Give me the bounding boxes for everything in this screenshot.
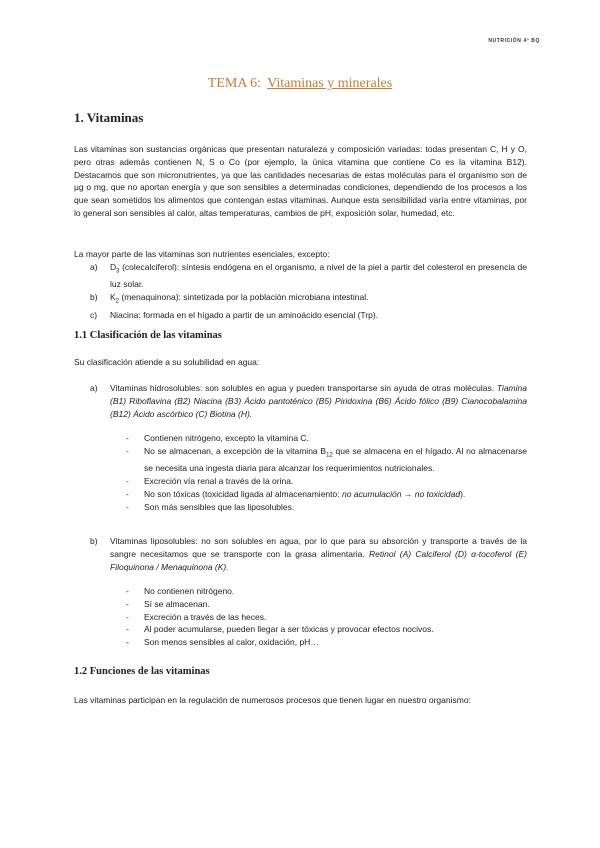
subsection-heading-clasificacion: 1.1 Clasificación de las vitaminas <box>74 330 222 341</box>
liposoluble-points <box>126 585 527 649</box>
running-header: NUTRICIÓN 4º BQ <box>488 38 540 44</box>
vitamin-names: Tiamina (B1) Riboflavina (B2) Niacina (B3) Ácido pantoténico (B5) Piridoxina (B6) Ácido fólico (B9) Cianocobalamina (B12) Ácido ascórbico (C) Biotina (H). <box>110 383 527 419</box>
bullet-item: - Excreción vía renal a través de la orina. <box>126 476 294 487</box>
list-item-text: Vitaminas liposolubles: no son solubles en agua, por lo que para su absorción y transporte a través de la sangre necesitamos que se transporte con la grasa alimentaria. Retinol (A) Calciferol (D) α-tocoferol (E) Filoquinona / Menaquinona (K). <box>110 536 527 572</box>
list-label: c) <box>90 309 98 320</box>
vitamin-names: Retinol (A) Calciferol (D) α-tocoferol (E) Filoquinona / Menaquinona (K). <box>110 548 527 572</box>
list-label: b) <box>90 292 98 303</box>
bullet-item: - Sí se almacenan. <box>126 598 210 609</box>
page-title <box>0 76 600 92</box>
functions-intro: Las vitaminas participan en la regulación de numerosos procesos que tienen lugar en nuestro organismo: <box>74 695 471 705</box>
list-item-text: Niacina: formada en el hígado a partir de un aminoácido esencial (Trp). <box>110 309 379 320</box>
bullet-item: - No se almacenan, a excepción de la vitamina $B_{12}$ que se almacena en el hígado. Al no almacenarse se necesita una ingesta diaria para alcanzar los requerimientos nutricionales. <box>126 445 528 474</box>
classification-intro: Su clasificación atiende a su solubilidad en agua: <box>74 357 260 367</box>
bullet-item: - Contienen nitrógeno, excepto la vitamina C. <box>126 433 309 443</box>
list-item-text: $D_3$ (colecalciferol): síntesis endógena en el organismo, a nivel de la piel a partir del colesterol en presencia de luz solar. <box>110 262 527 290</box>
bullet-item: - No contienen nitrógeno. <box>126 586 235 596</box>
list-item <box>90 261 527 291</box>
exceptions-list <box>90 261 527 322</box>
essentials-intro: La mayor parte de las vitaminas son nutrientes esenciales, excepto: <box>74 249 330 259</box>
list-label: a) <box>90 383 98 393</box>
hydrosoluble-points <box>126 432 527 513</box>
title-text: Vitaminas y minerales <box>267 76 393 91</box>
bullet-item: - No son tóxicas (toxicidad ligada al almacenamiento: no acumulación → no toxicidad). <box>126 488 466 499</box>
list-label: a) <box>90 262 98 272</box>
list-item-text: $K_2$ (menaquinona): sintetizada por la población microbiana intestinal. <box>110 292 369 305</box>
liposoluble-item <box>90 535 527 573</box>
list-item-text: Vitaminas hidrosolubles: son solubles en agua y pueden transportarse sin ayuda de otras moléculas. Tiamina (B1) Riboflavina (B2) Niacina (B3) Ácido pantoténico (B5) Piridoxina (B6) Ácido fólico (B9) Cianocobalamina (B12) Ácido ascórbico (C) Biotina (H). <box>110 383 527 419</box>
intro-paragraph: Las vitaminas son sustancias orgánicas que presentan naturaleza y composición variadas: todas presentan C, H y O, pero otras además contienen N, S o Co (por ejemplo, la única vitamina que contiene Co es la vitamina B12). Destacamos que son micronutrientes, ya que las cantidades necesarias de estas moléculas para el organismo son de µg o mg, que no aportan energía y que son sensibles a determinadas condiciones, dependiendo de los procesos a los que sean sometidos los alimentos que contengan estas vitaminas. Aunque esta sensibilidad varía entre vitaminas, por lo general son sensibles al calor, altas temperaturas, cambios de pH, exposición solar, humedad, etc. <box>74 144 527 218</box>
list-item <box>90 291 527 308</box>
section-heading-vitaminas: 1. Vitaminas <box>74 110 144 125</box>
bullet-item: - Excreción a través de las heces. <box>126 611 267 622</box>
list-item <box>90 309 527 322</box>
bullet-item: - Son más sensibles que las liposolubles. <box>126 501 295 512</box>
title-number: TEMA 6: <box>207 76 262 91</box>
subsection-heading-funciones: 1.2 Funciones de las vitaminas <box>74 666 210 677</box>
list-label: b) <box>90 536 98 546</box>
bullet-item: - Al poder acumularse, pueden llegar a ser tóxicas y provocar efectos nocivos. <box>126 624 434 635</box>
hydrosoluble-item <box>90 382 527 420</box>
bullet-item: - Son menos sensibles al calor, oxidación, pH… <box>126 637 319 648</box>
